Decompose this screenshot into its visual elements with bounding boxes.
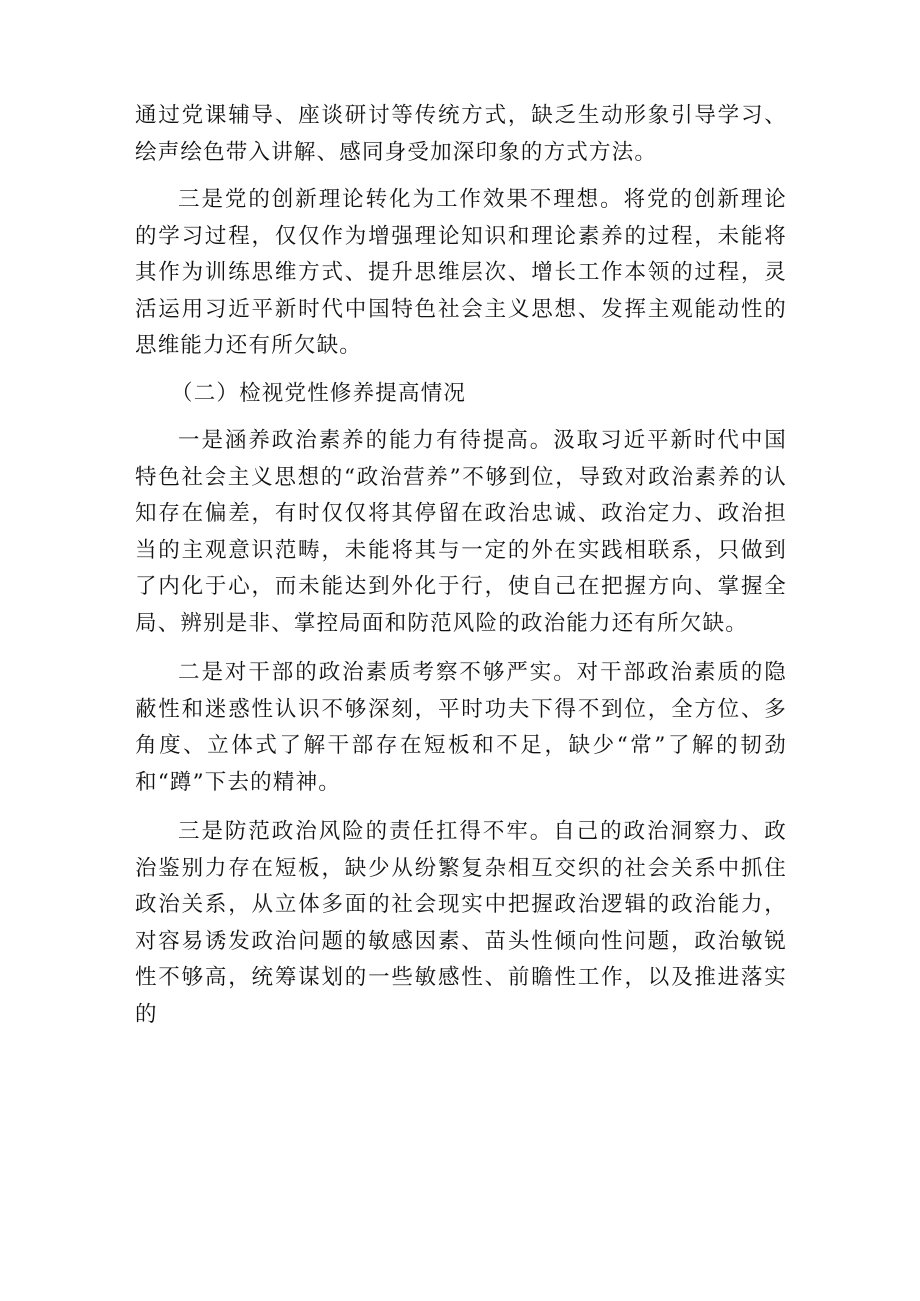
document-body xyxy=(135,98,787,1033)
paragraph-item-three-theory: 三是党的创新理论转化为工作效果不理想。将党的创新理论的学习过程，仅仅作为增强理论知识和理论素养的过程，未能将其作为训练思维方式、提升思维层次、增长工作本领的过程，灵活运用习近平新时代中国特色社会主义思想、发挥主观能动性的思维能力还有所欠缺。 xyxy=(135,187,787,358)
paragraph-item-three-risk: 三是防范政治风险的责任扛得不牢。自己的政治洞察力、政治鉴别力存在短板，缺少从纷繁复杂相互交织的社会关系中抓住政治关系，从立体多面的社会现实中把握政治逻辑的政治能力，对容易诱发政治问题的敏感因素、苗头性倾向性问题，政治敏锐性不够高，统筹谋划的一些敏感性、前瞻性工作，以及推进落实的 xyxy=(135,819,787,1027)
section-heading: （二）检视党性修养提高情况 xyxy=(171,380,467,406)
paragraph-item-two-cadre: 二是对干部的政治素质考察不够严实。对干部政治素质的隐蔽性和迷惑性认识不够深刻，平时功夫下得不到位，全方位、多角度、立体式了解干部存在短板和不足，缺少“常”了解的韧劲和“蹲”下去的精神。 xyxy=(135,660,787,795)
paragraph-continuation: 通过党课辅导、座谈研讨等传统方式，缺乏生动形象引导学习、绘声绘色带入讲解、感同身受加深印象的方式方法。 xyxy=(135,103,787,165)
paragraph-item-one-political: 一是涵养政治素养的能力有待提高。汲取习近平新时代中国特色社会主义思想的“政治营养”不够到位，导致对政治素养的认知存在偏差，有时仅仅将其停留在政治忠诚、政治定力、政治担当的主观意识范畴，未能将其与一定的外在实践相联系，只做到了内化于心，而未能达到外化于行，使自己在把握方向、掌握全局、辨别是非、掌控局面和防范风险的政治能力还有所欠缺。 xyxy=(135,428,787,636)
